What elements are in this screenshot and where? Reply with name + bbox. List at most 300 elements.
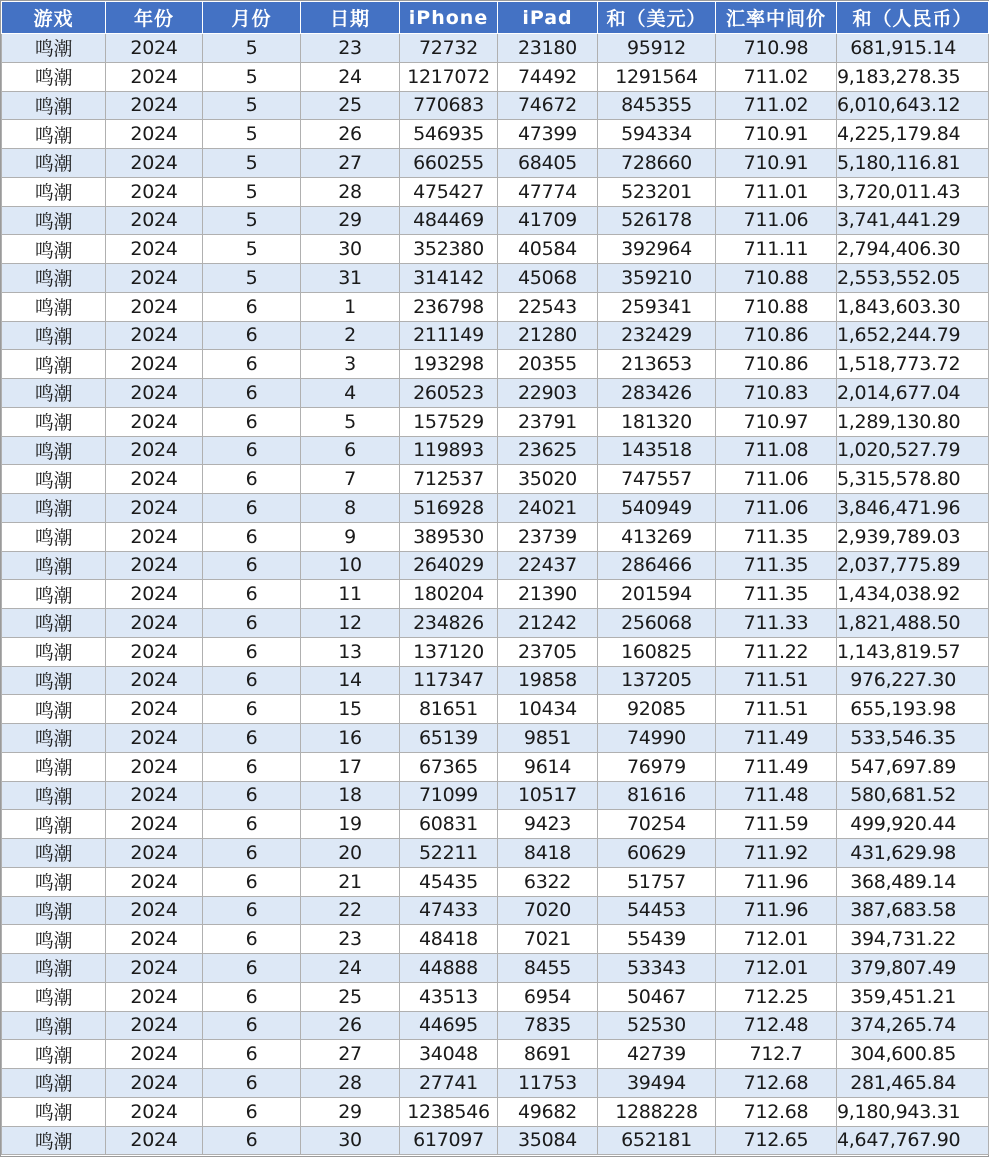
- cell-sum-usd[interactable]: 845355: [598, 91, 716, 120]
- cell-month[interactable]: 6: [203, 609, 301, 638]
- column-header-year[interactable]: 年份: [106, 2, 203, 34]
- cell-sum-usd[interactable]: 54453: [598, 896, 716, 925]
- cell-ipad[interactable]: 7021: [498, 925, 598, 954]
- cell-game[interactable]: 鸣潮: [2, 1097, 106, 1126]
- cell-month[interactable]: 5: [203, 264, 301, 293]
- cell-game[interactable]: 鸣潮: [2, 637, 106, 666]
- cell-month[interactable]: 6: [203, 1040, 301, 1069]
- cell-sum-cny[interactable]: 1,289,130.80: [837, 407, 989, 436]
- cell-game[interactable]: 鸣潮: [2, 62, 106, 91]
- cell-exchange-rate[interactable]: 710.86: [716, 321, 837, 350]
- cell-exchange-rate[interactable]: 710.88: [716, 264, 837, 293]
- cell-game[interactable]: 鸣潮: [2, 379, 106, 408]
- cell-ipad[interactable]: 8691: [498, 1040, 598, 1069]
- cell-exchange-rate[interactable]: 710.98: [716, 34, 837, 63]
- cell-sum-cny[interactable]: 1,652,244.79: [837, 321, 989, 350]
- cell-ipad[interactable]: 22543: [498, 292, 598, 321]
- cell-exchange-rate[interactable]: 711.51: [716, 695, 837, 724]
- cell-exchange-rate[interactable]: 711.96: [716, 896, 837, 925]
- cell-sum-cny[interactable]: 374,265.74: [837, 1011, 989, 1040]
- cell-exchange-rate[interactable]: 710.91: [716, 149, 837, 178]
- cell-year[interactable]: 2024: [106, 177, 203, 206]
- cell-year[interactable]: 2024: [106, 609, 203, 638]
- cell-sum-cny[interactable]: 533,546.35: [837, 724, 989, 753]
- cell-month[interactable]: 5: [203, 235, 301, 264]
- cell-sum-cny[interactable]: 431,629.98: [837, 839, 989, 868]
- column-header-exchange-rate[interactable]: 汇率中间价: [716, 2, 837, 34]
- cell-day[interactable]: 16: [301, 724, 400, 753]
- cell-month[interactable]: 6: [203, 724, 301, 753]
- cell-game[interactable]: 鸣潮: [2, 982, 106, 1011]
- cell-sum-cny[interactable]: 3,846,471.96: [837, 494, 989, 523]
- cell-day[interactable]: 27: [301, 1040, 400, 1069]
- cell-day[interactable]: 14: [301, 666, 400, 695]
- cell-year[interactable]: 2024: [106, 580, 203, 609]
- cell-day[interactable]: 28: [301, 1069, 400, 1098]
- cell-year[interactable]: 2024: [106, 1126, 203, 1155]
- cell-game[interactable]: 鸣潮: [2, 120, 106, 149]
- cell-sum-usd[interactable]: 594334: [598, 120, 716, 149]
- cell-month[interactable]: 6: [203, 839, 301, 868]
- cell-month[interactable]: 6: [203, 551, 301, 580]
- cell-sum-usd[interactable]: 259341: [598, 292, 716, 321]
- cell-game[interactable]: 鸣潮: [2, 350, 106, 379]
- cell-iphone[interactable]: 44695: [400, 1011, 498, 1040]
- cell-ipad[interactable]: 74672: [498, 91, 598, 120]
- cell-ipad[interactable]: 41709: [498, 206, 598, 235]
- cell-year[interactable]: 2024: [106, 1040, 203, 1069]
- cell-ipad[interactable]: 9851: [498, 724, 598, 753]
- cell-month[interactable]: 6: [203, 580, 301, 609]
- cell-day[interactable]: 26: [301, 1011, 400, 1040]
- cell-iphone[interactable]: 45435: [400, 867, 498, 896]
- cell-exchange-rate[interactable]: 710.88: [716, 292, 837, 321]
- cell-sum-cny[interactable]: 1,143,819.57: [837, 637, 989, 666]
- cell-ipad[interactable]: 35084: [498, 1126, 598, 1155]
- column-header-month[interactable]: 月份: [203, 2, 301, 34]
- column-header-day[interactable]: 日期: [301, 2, 400, 34]
- cell-day[interactable]: 18: [301, 781, 400, 810]
- cell-exchange-rate[interactable]: 711.02: [716, 62, 837, 91]
- cell-exchange-rate[interactable]: 711.51: [716, 666, 837, 695]
- cell-year[interactable]: 2024: [106, 839, 203, 868]
- cell-sum-usd[interactable]: 92085: [598, 695, 716, 724]
- cell-iphone[interactable]: 180204: [400, 580, 498, 609]
- cell-iphone[interactable]: 157529: [400, 407, 498, 436]
- cell-sum-cny[interactable]: 4,647,767.90: [837, 1126, 989, 1155]
- cell-day[interactable]: 5: [301, 407, 400, 436]
- cell-ipad[interactable]: 23739: [498, 522, 598, 551]
- cell-game[interactable]: 鸣潮: [2, 781, 106, 810]
- cell-exchange-rate[interactable]: 712.7: [716, 1040, 837, 1069]
- cell-sum-usd[interactable]: 55439: [598, 925, 716, 954]
- cell-year[interactable]: 2024: [106, 62, 203, 91]
- cell-month[interactable]: 6: [203, 781, 301, 810]
- cell-sum-cny[interactable]: 2,553,552.05: [837, 264, 989, 293]
- cell-game[interactable]: 鸣潮: [2, 149, 106, 178]
- cell-ipad[interactable]: 40584: [498, 235, 598, 264]
- cell-ipad[interactable]: 49682: [498, 1097, 598, 1126]
- cell-year[interactable]: 2024: [106, 235, 203, 264]
- cell-exchange-rate[interactable]: 712.48: [716, 1011, 837, 1040]
- cell-sum-usd[interactable]: 201594: [598, 580, 716, 609]
- cell-month[interactable]: 5: [203, 177, 301, 206]
- cell-month[interactable]: 5: [203, 62, 301, 91]
- cell-iphone[interactable]: 770683: [400, 91, 498, 120]
- cell-month[interactable]: 5: [203, 120, 301, 149]
- cell-month[interactable]: 5: [203, 149, 301, 178]
- cell-year[interactable]: 2024: [106, 321, 203, 350]
- cell-iphone[interactable]: 314142: [400, 264, 498, 293]
- cell-exchange-rate[interactable]: 711.35: [716, 580, 837, 609]
- cell-iphone[interactable]: 712537: [400, 465, 498, 494]
- cell-sum-usd[interactable]: 392964: [598, 235, 716, 264]
- cell-game[interactable]: 鸣潮: [2, 465, 106, 494]
- cell-exchange-rate[interactable]: 711.49: [716, 724, 837, 753]
- cell-month[interactable]: 6: [203, 292, 301, 321]
- cell-year[interactable]: 2024: [106, 436, 203, 465]
- column-header-ipad[interactable]: iPad: [498, 2, 598, 34]
- cell-day[interactable]: 23: [301, 34, 400, 63]
- cell-sum-cny[interactable]: 387,683.58: [837, 896, 989, 925]
- cell-month[interactable]: 6: [203, 752, 301, 781]
- cell-month[interactable]: 6: [203, 1011, 301, 1040]
- cell-ipad[interactable]: 6954: [498, 982, 598, 1011]
- cell-sum-usd[interactable]: 51757: [598, 867, 716, 896]
- cell-year[interactable]: 2024: [106, 120, 203, 149]
- cell-month[interactable]: 6: [203, 954, 301, 983]
- cell-iphone[interactable]: 117347: [400, 666, 498, 695]
- cell-sum-usd[interactable]: 52530: [598, 1011, 716, 1040]
- cell-year[interactable]: 2024: [106, 149, 203, 178]
- cell-sum-cny[interactable]: 580,681.52: [837, 781, 989, 810]
- cell-year[interactable]: 2024: [106, 91, 203, 120]
- cell-iphone[interactable]: 516928: [400, 494, 498, 523]
- cell-month[interactable]: 6: [203, 810, 301, 839]
- cell-year[interactable]: 2024: [106, 379, 203, 408]
- cell-day[interactable]: 11: [301, 580, 400, 609]
- cell-sum-usd[interactable]: 232429: [598, 321, 716, 350]
- cell-game[interactable]: 鸣潮: [2, 580, 106, 609]
- cell-sum-cny[interactable]: 1,843,603.30: [837, 292, 989, 321]
- cell-ipad[interactable]: 45068: [498, 264, 598, 293]
- cell-sum-cny[interactable]: 368,489.14: [837, 867, 989, 896]
- cell-exchange-rate[interactable]: 711.02: [716, 91, 837, 120]
- cell-sum-cny[interactable]: 655,193.98: [837, 695, 989, 724]
- cell-exchange-rate[interactable]: 711.35: [716, 551, 837, 580]
- cell-year[interactable]: 2024: [106, 637, 203, 666]
- cell-sum-cny[interactable]: 2,939,789.03: [837, 522, 989, 551]
- cell-day[interactable]: 4: [301, 379, 400, 408]
- cell-game[interactable]: 鸣潮: [2, 1126, 106, 1155]
- cell-game[interactable]: 鸣潮: [2, 321, 106, 350]
- cell-year[interactable]: 2024: [106, 522, 203, 551]
- cell-sum-cny[interactable]: 2,794,406.30: [837, 235, 989, 264]
- cell-exchange-rate[interactable]: 711.06: [716, 494, 837, 523]
- cell-sum-cny[interactable]: 5,315,578.80: [837, 465, 989, 494]
- cell-game[interactable]: 鸣潮: [2, 292, 106, 321]
- cell-game[interactable]: 鸣潮: [2, 810, 106, 839]
- cell-iphone[interactable]: 60831: [400, 810, 498, 839]
- cell-exchange-rate[interactable]: 711.92: [716, 839, 837, 868]
- cell-iphone[interactable]: 193298: [400, 350, 498, 379]
- cell-day[interactable]: 24: [301, 62, 400, 91]
- cell-game[interactable]: 鸣潮: [2, 494, 106, 523]
- cell-exchange-rate[interactable]: 710.86: [716, 350, 837, 379]
- cell-iphone[interactable]: 260523: [400, 379, 498, 408]
- cell-month[interactable]: 6: [203, 465, 301, 494]
- cell-year[interactable]: 2024: [106, 34, 203, 63]
- cell-sum-usd[interactable]: 39494: [598, 1069, 716, 1098]
- cell-iphone[interactable]: 264029: [400, 551, 498, 580]
- cell-month[interactable]: 6: [203, 695, 301, 724]
- cell-day[interactable]: 31: [301, 264, 400, 293]
- cell-month[interactable]: 5: [203, 91, 301, 120]
- cell-year[interactable]: 2024: [106, 264, 203, 293]
- cell-exchange-rate[interactable]: 712.01: [716, 925, 837, 954]
- cell-ipad[interactable]: 8455: [498, 954, 598, 983]
- cell-sum-usd[interactable]: 95912: [598, 34, 716, 63]
- cell-iphone[interactable]: 211149: [400, 321, 498, 350]
- cell-sum-usd[interactable]: 728660: [598, 149, 716, 178]
- cell-sum-usd[interactable]: 286466: [598, 551, 716, 580]
- cell-sum-usd[interactable]: 70254: [598, 810, 716, 839]
- cell-ipad[interactable]: 8418: [498, 839, 598, 868]
- column-header-iphone[interactable]: iPhone: [400, 2, 498, 34]
- cell-game[interactable]: 鸣潮: [2, 1011, 106, 1040]
- cell-day[interactable]: 2: [301, 321, 400, 350]
- cell-exchange-rate[interactable]: 712.25: [716, 982, 837, 1011]
- cell-iphone[interactable]: 71099: [400, 781, 498, 810]
- cell-iphone[interactable]: 352380: [400, 235, 498, 264]
- cell-game[interactable]: 鸣潮: [2, 522, 106, 551]
- cell-ipad[interactable]: 23791: [498, 407, 598, 436]
- cell-year[interactable]: 2024: [106, 350, 203, 379]
- cell-year[interactable]: 2024: [106, 752, 203, 781]
- cell-month[interactable]: 6: [203, 896, 301, 925]
- cell-month[interactable]: 6: [203, 407, 301, 436]
- cell-sum-usd[interactable]: 283426: [598, 379, 716, 408]
- cell-ipad[interactable]: 21242: [498, 609, 598, 638]
- cell-ipad[interactable]: 19858: [498, 666, 598, 695]
- cell-ipad[interactable]: 9614: [498, 752, 598, 781]
- cell-sum-usd[interactable]: 53343: [598, 954, 716, 983]
- cell-iphone[interactable]: 484469: [400, 206, 498, 235]
- cell-month[interactable]: 6: [203, 1126, 301, 1155]
- cell-sum-usd[interactable]: 747557: [598, 465, 716, 494]
- cell-sum-usd[interactable]: 143518: [598, 436, 716, 465]
- cell-ipad[interactable]: 7020: [498, 896, 598, 925]
- cell-sum-usd[interactable]: 413269: [598, 522, 716, 551]
- cell-game[interactable]: 鸣潮: [2, 235, 106, 264]
- cell-month[interactable]: 6: [203, 1097, 301, 1126]
- cell-day[interactable]: 12: [301, 609, 400, 638]
- cell-sum-cny[interactable]: 547,697.89: [837, 752, 989, 781]
- cell-exchange-rate[interactable]: 711.08: [716, 436, 837, 465]
- cell-year[interactable]: 2024: [106, 551, 203, 580]
- cell-month[interactable]: 6: [203, 321, 301, 350]
- cell-exchange-rate[interactable]: 712.68: [716, 1069, 837, 1098]
- cell-ipad[interactable]: 10434: [498, 695, 598, 724]
- cell-year[interactable]: 2024: [106, 810, 203, 839]
- cell-day[interactable]: 30: [301, 235, 400, 264]
- cell-sum-usd[interactable]: 74990: [598, 724, 716, 753]
- cell-exchange-rate[interactable]: 710.97: [716, 407, 837, 436]
- cell-game[interactable]: 鸣潮: [2, 1040, 106, 1069]
- cell-sum-usd[interactable]: 1291564: [598, 62, 716, 91]
- cell-sum-usd[interactable]: 523201: [598, 177, 716, 206]
- cell-exchange-rate[interactable]: 711.35: [716, 522, 837, 551]
- cell-month[interactable]: 6: [203, 379, 301, 408]
- cell-ipad[interactable]: 22903: [498, 379, 598, 408]
- cell-day[interactable]: 24: [301, 954, 400, 983]
- cell-exchange-rate[interactable]: 710.91: [716, 120, 837, 149]
- cell-day[interactable]: 17: [301, 752, 400, 781]
- cell-sum-usd[interactable]: 137205: [598, 666, 716, 695]
- cell-day[interactable]: 10: [301, 551, 400, 580]
- cell-year[interactable]: 2024: [106, 724, 203, 753]
- cell-exchange-rate[interactable]: 711.96: [716, 867, 837, 896]
- cell-year[interactable]: 2024: [106, 982, 203, 1011]
- cell-ipad[interactable]: 47399: [498, 120, 598, 149]
- cell-game[interactable]: 鸣潮: [2, 954, 106, 983]
- cell-game[interactable]: 鸣潮: [2, 724, 106, 753]
- cell-iphone[interactable]: 236798: [400, 292, 498, 321]
- cell-month[interactable]: 6: [203, 637, 301, 666]
- cell-sum-cny[interactable]: 5,180,116.81: [837, 149, 989, 178]
- cell-game[interactable]: 鸣潮: [2, 666, 106, 695]
- cell-month[interactable]: 6: [203, 350, 301, 379]
- cell-iphone[interactable]: 1217072: [400, 62, 498, 91]
- cell-iphone[interactable]: 34048: [400, 1040, 498, 1069]
- cell-ipad[interactable]: 74492: [498, 62, 598, 91]
- cell-iphone[interactable]: 81651: [400, 695, 498, 724]
- cell-exchange-rate[interactable]: 711.11: [716, 235, 837, 264]
- cell-year[interactable]: 2024: [106, 1011, 203, 1040]
- cell-month[interactable]: 6: [203, 522, 301, 551]
- cell-iphone[interactable]: 234826: [400, 609, 498, 638]
- cell-iphone[interactable]: 660255: [400, 149, 498, 178]
- cell-sum-cny[interactable]: 976,227.30: [837, 666, 989, 695]
- cell-year[interactable]: 2024: [106, 925, 203, 954]
- cell-day[interactable]: 19: [301, 810, 400, 839]
- cell-iphone[interactable]: 27741: [400, 1069, 498, 1098]
- cell-exchange-rate[interactable]: 712.01: [716, 954, 837, 983]
- cell-year[interactable]: 2024: [106, 781, 203, 810]
- cell-ipad[interactable]: 11753: [498, 1069, 598, 1098]
- cell-ipad[interactable]: 47774: [498, 177, 598, 206]
- cell-game[interactable]: 鸣潮: [2, 1069, 106, 1098]
- cell-sum-usd[interactable]: 42739: [598, 1040, 716, 1069]
- cell-year[interactable]: 2024: [106, 465, 203, 494]
- cell-sum-usd[interactable]: 181320: [598, 407, 716, 436]
- cell-day[interactable]: 6: [301, 436, 400, 465]
- cell-sum-cny[interactable]: 1,020,527.79: [837, 436, 989, 465]
- cell-month[interactable]: 6: [203, 982, 301, 1011]
- cell-game[interactable]: 鸣潮: [2, 867, 106, 896]
- cell-day[interactable]: 26: [301, 120, 400, 149]
- cell-day[interactable]: 29: [301, 206, 400, 235]
- cell-game[interactable]: 鸣潮: [2, 752, 106, 781]
- cell-day[interactable]: 25: [301, 982, 400, 1011]
- cell-month[interactable]: 6: [203, 494, 301, 523]
- cell-sum-cny[interactable]: 4,225,179.84: [837, 120, 989, 149]
- cell-sum-usd[interactable]: 60629: [598, 839, 716, 868]
- cell-year[interactable]: 2024: [106, 867, 203, 896]
- cell-day[interactable]: 9: [301, 522, 400, 551]
- cell-sum-usd[interactable]: 160825: [598, 637, 716, 666]
- cell-exchange-rate[interactable]: 711.06: [716, 465, 837, 494]
- cell-day[interactable]: 25: [301, 91, 400, 120]
- cell-sum-usd[interactable]: 50467: [598, 982, 716, 1011]
- cell-ipad[interactable]: 10517: [498, 781, 598, 810]
- cell-game[interactable]: 鸣潮: [2, 695, 106, 724]
- column-header-sum-cny[interactable]: 和（人民币）: [837, 2, 989, 34]
- cell-sum-cny[interactable]: 2,037,775.89: [837, 551, 989, 580]
- cell-ipad[interactable]: 6322: [498, 867, 598, 896]
- cell-sum-usd[interactable]: 540949: [598, 494, 716, 523]
- cell-year[interactable]: 2024: [106, 407, 203, 436]
- cell-iphone[interactable]: 617097: [400, 1126, 498, 1155]
- cell-month[interactable]: 6: [203, 436, 301, 465]
- cell-exchange-rate[interactable]: 710.83: [716, 379, 837, 408]
- cell-day[interactable]: 7: [301, 465, 400, 494]
- cell-year[interactable]: 2024: [106, 292, 203, 321]
- cell-year[interactable]: 2024: [106, 1069, 203, 1098]
- cell-game[interactable]: 鸣潮: [2, 925, 106, 954]
- cell-iphone[interactable]: 47433: [400, 896, 498, 925]
- cell-ipad[interactable]: 23625: [498, 436, 598, 465]
- cell-iphone[interactable]: 48418: [400, 925, 498, 954]
- cell-year[interactable]: 2024: [106, 666, 203, 695]
- cell-day[interactable]: 1: [301, 292, 400, 321]
- column-header-game[interactable]: 游戏: [2, 2, 106, 34]
- cell-iphone[interactable]: 475427: [400, 177, 498, 206]
- cell-sum-usd[interactable]: 1288228: [598, 1097, 716, 1126]
- cell-day[interactable]: 27: [301, 149, 400, 178]
- cell-iphone[interactable]: 67365: [400, 752, 498, 781]
- cell-exchange-rate[interactable]: 712.68: [716, 1097, 837, 1126]
- cell-year[interactable]: 2024: [106, 1097, 203, 1126]
- cell-iphone[interactable]: 65139: [400, 724, 498, 753]
- cell-year[interactable]: 2024: [106, 695, 203, 724]
- cell-ipad[interactable]: 21390: [498, 580, 598, 609]
- cell-sum-usd[interactable]: 213653: [598, 350, 716, 379]
- cell-iphone[interactable]: 72732: [400, 34, 498, 63]
- cell-exchange-rate[interactable]: 711.59: [716, 810, 837, 839]
- cell-iphone[interactable]: 137120: [400, 637, 498, 666]
- cell-game[interactable]: 鸣潮: [2, 206, 106, 235]
- cell-game[interactable]: 鸣潮: [2, 551, 106, 580]
- cell-day[interactable]: 8: [301, 494, 400, 523]
- cell-exchange-rate[interactable]: 711.33: [716, 609, 837, 638]
- cell-iphone[interactable]: 546935: [400, 120, 498, 149]
- cell-sum-cny[interactable]: 1,434,038.92: [837, 580, 989, 609]
- cell-iphone[interactable]: 43513: [400, 982, 498, 1011]
- cell-game[interactable]: 鸣潮: [2, 407, 106, 436]
- cell-day[interactable]: 22: [301, 896, 400, 925]
- cell-year[interactable]: 2024: [106, 206, 203, 235]
- cell-game[interactable]: 鸣潮: [2, 609, 106, 638]
- cell-sum-cny[interactable]: 1,518,773.72: [837, 350, 989, 379]
- cell-month[interactable]: 5: [203, 206, 301, 235]
- cell-sum-cny[interactable]: 394,731.22: [837, 925, 989, 954]
- cell-month[interactable]: 5: [203, 34, 301, 63]
- cell-exchange-rate[interactable]: 711.06: [716, 206, 837, 235]
- cell-exchange-rate[interactable]: 711.49: [716, 752, 837, 781]
- cell-exchange-rate[interactable]: 711.48: [716, 781, 837, 810]
- cell-day[interactable]: 23: [301, 925, 400, 954]
